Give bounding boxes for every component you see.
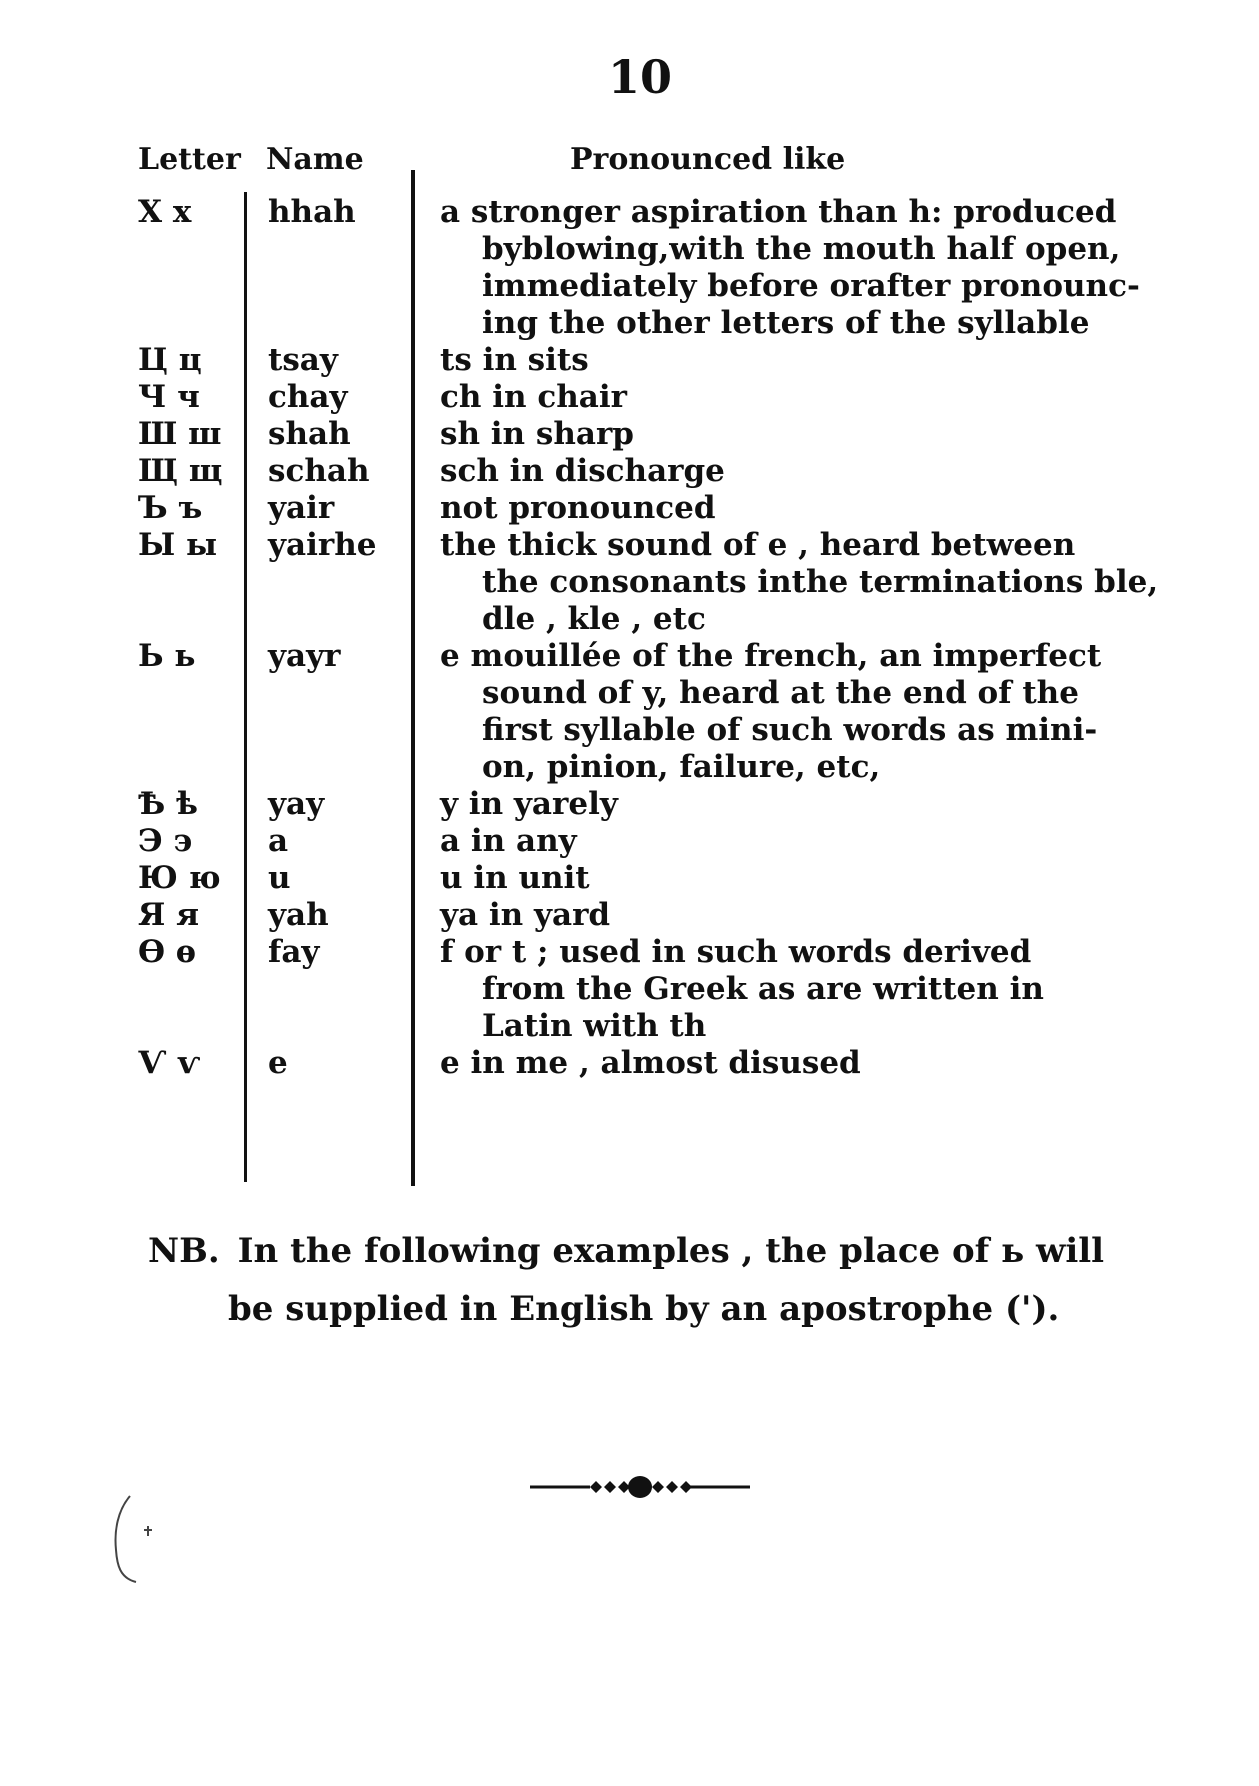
- pronunciation-cell: [440, 194, 1150, 342]
- pronunciation-cell: [440, 527, 1159, 638]
- pronunciation-cell: [440, 823, 1150, 860]
- pronunciation-cell: [440, 453, 1150, 490]
- column-rule-left: [244, 192, 247, 1182]
- note-paragraph: [148, 1222, 1148, 1338]
- column-header-letter: Letter: [138, 142, 241, 177]
- pronunciation-line: byblowing,with the mouth half open,: [482, 231, 1121, 267]
- pronunciation-line: e in me , almost disused: [440, 1045, 861, 1081]
- note-text-line-1: In the following examples , the place of ь will: [237, 1231, 1105, 1271]
- pronunciation-line: u in unit: [440, 860, 590, 896]
- note-text-line-2: be supplied in English by an apostrophe (').: [228, 1289, 1060, 1329]
- margin-pencil-mark: [108, 1490, 168, 1590]
- pronunciation-line: immediately before orafter pronounc-: [482, 268, 1140, 304]
- pronunciation-line: Latin with th: [482, 1008, 707, 1044]
- letter-cell: Ю ю: [138, 860, 221, 896]
- letter-cell: Я я: [138, 897, 200, 933]
- pronunciation-cell: [440, 897, 1150, 934]
- pronunciation-line: sh in sharp: [440, 416, 634, 452]
- pronunciation-line: a in any: [440, 823, 577, 859]
- name-cell: u: [268, 860, 291, 896]
- pronunciation-line: ch in chair: [440, 379, 627, 415]
- name-cell: shah: [268, 416, 351, 452]
- letter-cell: Ы ы: [138, 527, 218, 563]
- pronunciation-line: ts in sits: [440, 342, 589, 378]
- name-cell: e: [268, 1045, 288, 1081]
- name-cell: yayr: [268, 638, 341, 674]
- pronunciation-cell: [440, 934, 1150, 1045]
- letter-cell: Ѣ ѣ: [138, 786, 198, 822]
- letter-cell: Ъ ъ: [138, 490, 203, 526]
- letter-cell: Ц ц: [138, 342, 202, 378]
- pronunciation-cell: [440, 490, 1150, 527]
- letter-cell: Ѵ ѵ: [138, 1045, 201, 1081]
- name-cell: yay: [268, 786, 325, 822]
- name-cell: hhah: [268, 194, 356, 230]
- letter-cell: Х х: [138, 194, 192, 230]
- name-cell: yah: [268, 897, 329, 933]
- pronunciation-line: y in yarely: [440, 786, 618, 822]
- pronunciation-line: from the Greek as are written in: [482, 971, 1044, 1007]
- pronunciation-line: ya in yard: [440, 897, 611, 933]
- pronunciation-cell: [440, 638, 1150, 786]
- pronunciation-line: a stronger aspiration than h: produced: [440, 194, 1117, 230]
- page-number: 10: [607, 50, 672, 104]
- pronunciation-line: not pronounced: [440, 490, 716, 526]
- pronunciation-line: f or t ; used in such words derived: [440, 934, 1032, 970]
- letter-cell: Ш ш: [138, 416, 222, 452]
- name-cell: schah: [268, 453, 370, 489]
- letter-cell: Ь ь: [138, 638, 196, 674]
- pronunciation-cell: [440, 342, 1150, 379]
- letter-cell: Э э: [138, 823, 193, 859]
- pronunciation-line: dle , kle , etc: [482, 601, 706, 637]
- name-cell: fay: [268, 934, 320, 970]
- name-cell: a: [268, 823, 289, 859]
- letter-cell: Ч ч: [138, 379, 200, 415]
- pronunciation-line: the consonants inthe terminations ble,: [482, 564, 1159, 600]
- pronunciation-line: the thick sound of e , heard between: [440, 527, 1076, 563]
- name-cell: chay: [268, 379, 348, 415]
- name-cell: yair: [268, 490, 335, 526]
- pronunciation-cell: [440, 786, 1150, 823]
- note-label: NB.: [148, 1231, 220, 1271]
- letter-cell: Ѳ ѳ: [138, 934, 197, 970]
- column-rule-right: [411, 170, 415, 1186]
- name-cell: tsay: [268, 342, 338, 378]
- pronunciation-cell: [440, 416, 1150, 453]
- ornament-divider: [530, 1472, 750, 1502]
- letter-cell: Щ щ: [138, 453, 223, 489]
- column-header-pronounced: Pronounced like: [570, 142, 846, 177]
- pronunciation-line: sch in discharge: [440, 453, 725, 489]
- pronunciation-line: e mouillée of the french, an imperfect: [440, 638, 1102, 674]
- pronunciation-line: sound of y, heard at the end of the: [482, 675, 1079, 711]
- column-header-name: Name: [266, 142, 364, 177]
- pronunciation-cell: [440, 860, 1150, 897]
- pronunciation-cell: [440, 379, 1150, 416]
- name-cell: yairhe: [268, 527, 377, 563]
- pronunciation-line: first syllable of such words as mini-: [482, 712, 1098, 748]
- pronunciation-line: on, pinion, failure, etc,: [482, 749, 881, 785]
- pronunciation-line: ing the other letters of the syllable: [482, 305, 1090, 341]
- pronunciation-cell: [440, 1045, 1150, 1082]
